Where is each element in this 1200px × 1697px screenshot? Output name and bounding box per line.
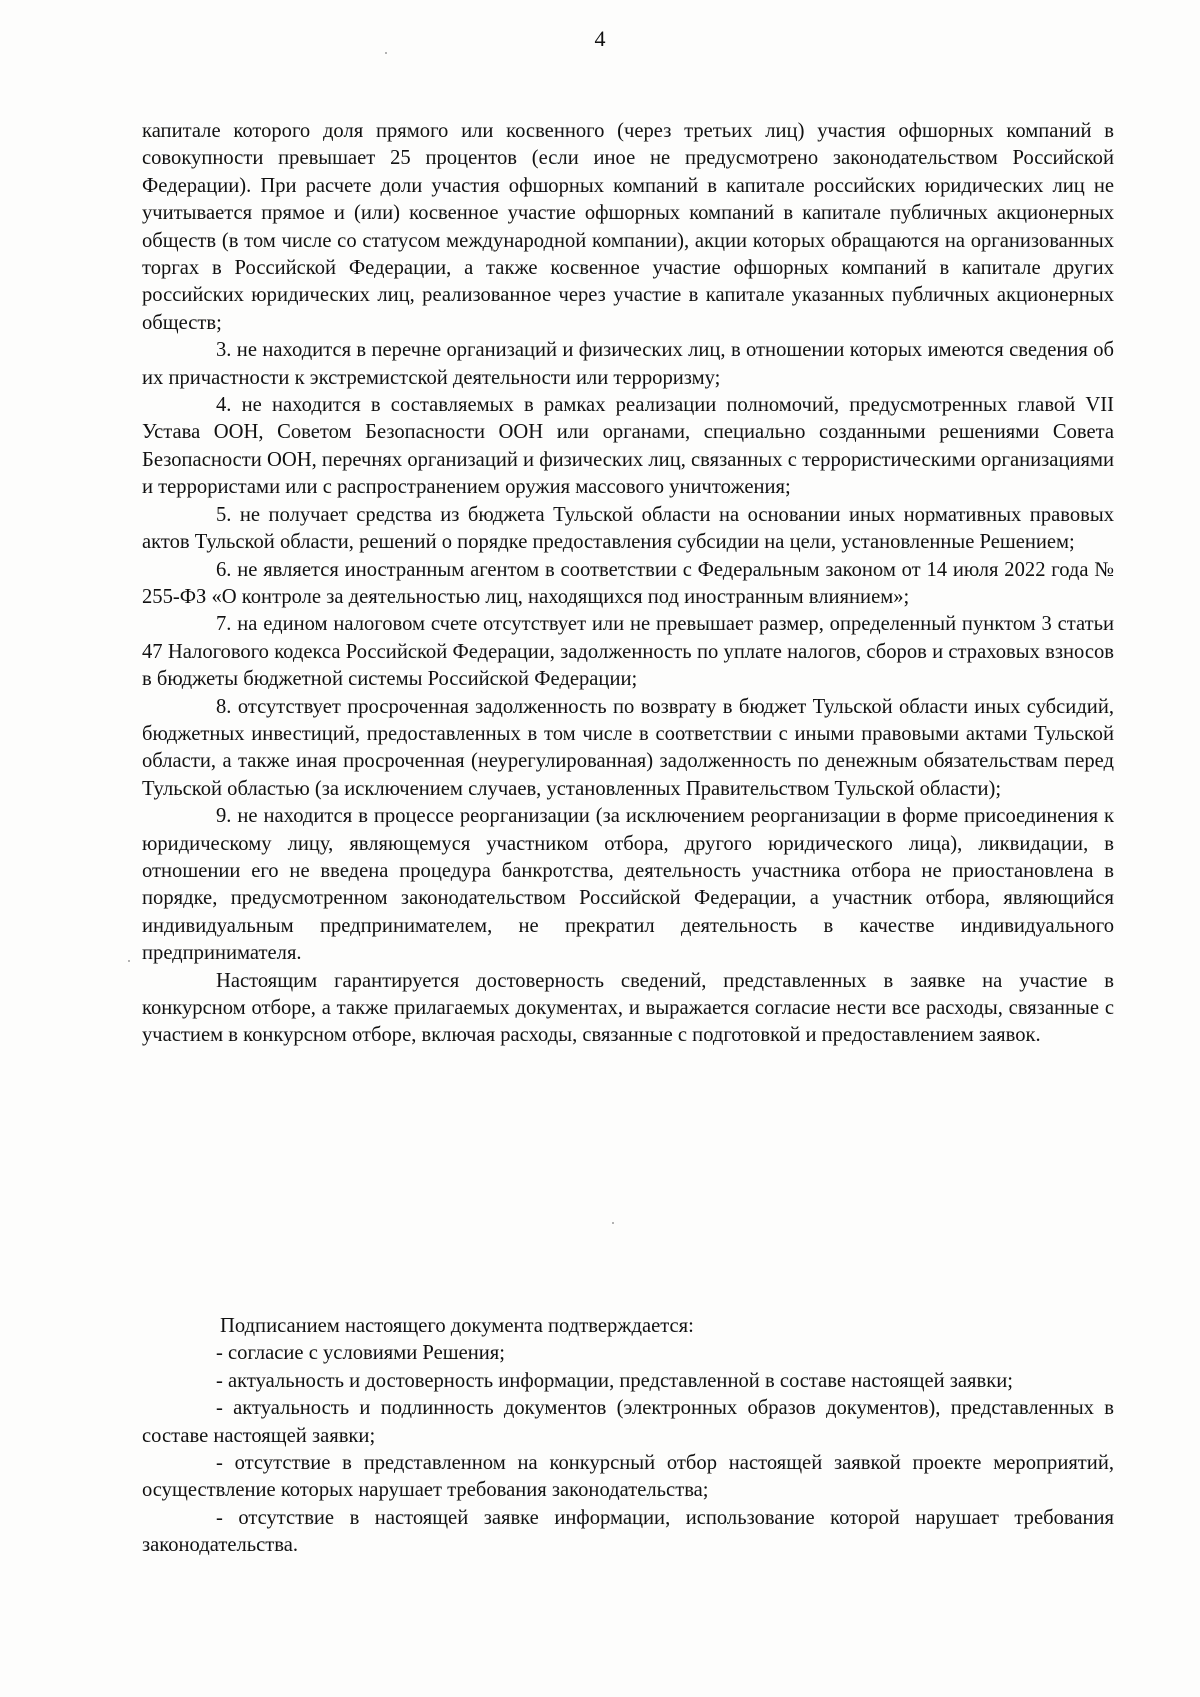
- paragraph-item-5: 5. не получает средства из бюджета Тульской области на основании иных нормативных правовых актов Тульской области, решений о порядке предоставления субсидии на цели, установленные Решением;: [142, 503, 1114, 554]
- confirmation-section: [142, 1313, 1114, 1560]
- paragraph-item-4: 4. не находится в составляемых в рамках реализации полномочий, предусмотренных главой VII Устава ООН, Советом Безопасности ООН или органами, специально созданными решениями Совета Безопасности ООН, перечнях организаций и физических лиц, связанных с террористическими организациями и террористами или с распространением оружия массового уничтожения;: [142, 394, 1114, 499]
- paragraph-item-9: 9. не находится в процессе реорганизации (за исключением реорганизации в форме присоединения к юридическому лицу, являющемуся участником отбора, другого юридического лица), ликвидации, в отношении его не введена процедура банкротства, деятельность участника отбора не приостановлена в порядке, предусмотренном законодательством Российской Федерации, а участник отбора, являющийся индивидуальным предпринимателем, не прекратил деятельность в качестве индивидуального предпринимателя.: [142, 805, 1114, 965]
- paragraph-item-8: 8. отсутствует просроченная задолженность по возврату в бюджет Тульской области иных субсидий, бюджетных инвестиций, предоставленных в том числе в соответствии с иными правовыми актами Тульской области, а также иная просроченная (неурегулированная) задолженность по денежным обязательствам перед Тульской областью (за исключением случаев, установленных Правительством Тульской области);: [142, 695, 1114, 800]
- paragraph-guarantee: Настоящим гарантируется достоверность сведений, представленных в заявке на участие в конкурсном отборе, а также прилагаемых документах, и выражается согласие нести все расходы, связанные с участием в конкурсном отборе, включая расходы, связанные с подготовкой и предоставлением заявок.: [142, 969, 1114, 1047]
- confirmation-intro: Подписанием настоящего документа подтверждается:: [220, 1315, 694, 1337]
- paragraph-item-3: 3. не находится в перечне организаций и физических лиц, в отношении которых имеются сведения об их причастности к экстремистской деятельности или терроризму;: [142, 339, 1114, 389]
- confirmation-item: - актуальность и подлинность документов (электронных образов документов), представленных в составе настоящей заявки;: [142, 1397, 1114, 1447]
- paragraph-offshore-continuation: капитале которого доля прямого или косвенного (через третьих лиц) участия офшорных компаний в совокупности превышает 25 процентов (если иное не предусмотрено законодательством Российской Федерации). При расчете доли участия офшорных компаний в капитале российских юридических лиц не учитывается прямое и (или) косвенное участие офшорных компаний в капитале публичных акционерных обществ (в том числе со статусом международной компании), акции которых обращаются на организованных торгах в Российской Федерации, а также косвенное участие офшорных компаний в капитале других российских юридических лиц, реализованное через участие в капитале указанных публичных акционерных обществ;: [142, 120, 1114, 334]
- confirmation-item: - отсутствие в представленном на конкурсный отбор настоящей заявкой проекте мероприятий, осуществление которых нарушает требования законодательства;: [142, 1452, 1114, 1502]
- confirmation-item: - отсутствие в настоящей заявке информации, использование которой нарушает требования законодательства.: [142, 1506, 1114, 1557]
- scan-speck: [128, 960, 130, 962]
- scan-speck: [612, 1222, 614, 1224]
- scan-speck: [385, 52, 387, 54]
- paragraph-item-7: 7. на едином налоговом счете отсутствует или не превышает размер, определенный пунктом 3 статьи 47 Налогового кодекса Российской Федерации, задолженность по уплате налогов, сборов и страховых взносов в бюджеты бюджетной системы Российской Федерации;: [142, 613, 1114, 691]
- confirmation-item: - согласие с условиями Решения;: [216, 1342, 505, 1365]
- page-number: 4: [594, 26, 606, 51]
- document-body: [142, 118, 1114, 1050]
- confirmation-item: - актуальность и достоверность информации, представленной в составе настоящей заявки;: [216, 1369, 1013, 1392]
- paragraph-item-6: 6. не является иностранным агентом в соответствии с Федеральным законом от 14 июля 2022 года № 255-ФЗ «О контроле за деятельностью лиц, находящихся под иностранным влиянием»;: [142, 558, 1114, 608]
